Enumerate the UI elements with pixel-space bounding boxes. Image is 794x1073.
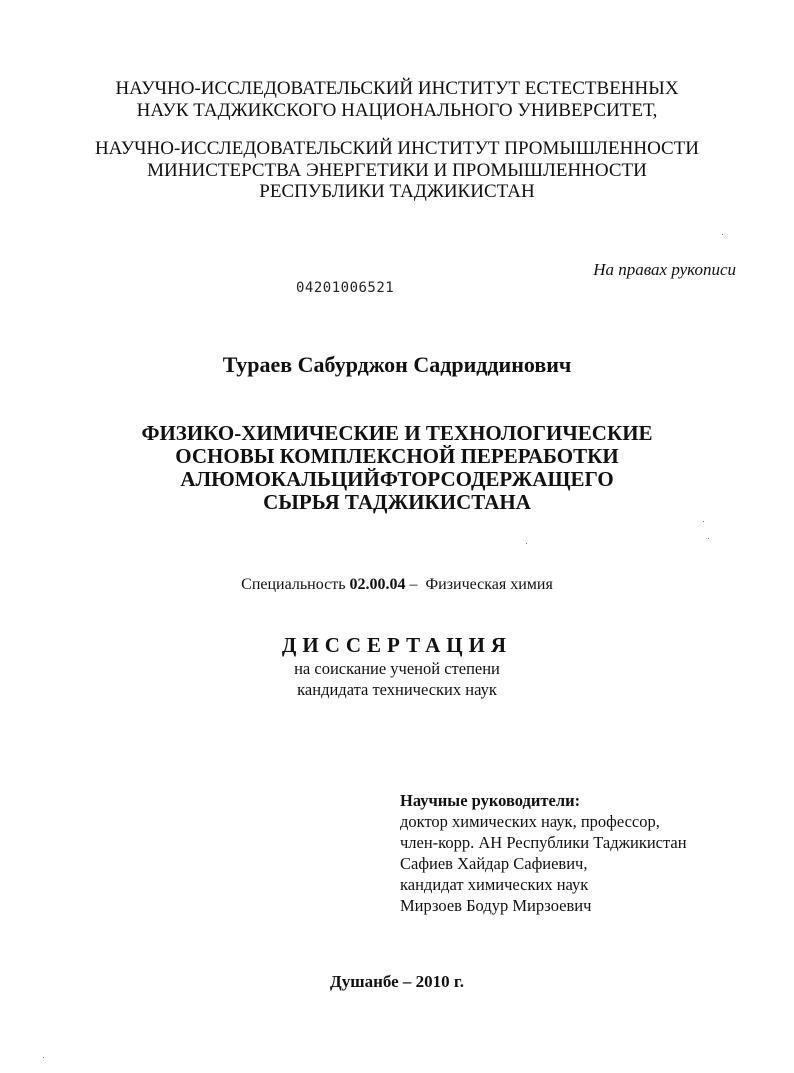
institution-2-line-2: МИНИСТЕРСТВА ЭНЕРГЕТИКИ И ПРОМЫШЛЕННОСТИ (147, 160, 647, 181)
city-year: Душанбе – 2010 г. (330, 972, 464, 991)
title-line-4: СЫРЬЯ ТАДЖИКИСТАНА (263, 490, 531, 514)
supervisor-line-4: кандидат химических наук (400, 875, 589, 894)
institution-2-line-3: РЕСПУБЛИКИ ТАДЖИКИСТАН (259, 181, 535, 202)
degree-line-2: кандидата технических наук (297, 680, 497, 699)
institution-2-line-1: НАУЧНО-ИССЛЕДОВАТЕЛЬСКИЙ ИНСТИТУТ ПРОМЫШЛЕННОСТИ (94, 138, 700, 159)
specialty-separator: – (409, 576, 418, 593)
degree-line-1: на соискание ученой степени (294, 659, 500, 678)
specialty (0, 576, 794, 594)
specialty-label: Специальность (241, 576, 346, 593)
scan-speck (43, 1057, 44, 1058)
author-name: Тураев Сабурджон Садриддинович (222, 352, 572, 377)
scan-speck (722, 234, 723, 235)
specialty-code: 02.00.04 (349, 576, 406, 593)
scan-speck (703, 521, 704, 522)
institution-1-line-1: НАУЧНО-ИССЛЕДОВАТЕЛЬСКИЙ ИНСТИТУТ ЕСТЕСТВЕННЫХ (115, 78, 679, 99)
manuscript-note: На правах рукописи (593, 260, 736, 279)
supervisors-block (400, 790, 687, 916)
title-line-2: ОСНОВЫ КОМПЛЕКСНОЙ ПЕРЕРАБОТКИ (175, 444, 619, 468)
catalog-number: 04201006521 (296, 280, 395, 296)
scan-speck (708, 538, 709, 539)
title-line-3: АЛЮМОКАЛЬЦИЙФТОРСОДЕРЖАЩЕГО (180, 467, 614, 491)
institution-1-line-2: НАУК ТАДЖИКСКОГО НАЦИОНАЛЬНОГО УНИВЕРСИТЕТ, (136, 100, 658, 121)
scan-speck (526, 543, 527, 544)
supervisor-line-2: член-корр. АН Республики Таджикистан (400, 833, 687, 852)
document-type: ДИССЕРТАЦИЯ (281, 633, 513, 657)
supervisor-line-3: Сафиев Хайдар Сафиевич, (400, 854, 588, 873)
supervisor-line-5: Мирзоев Бодур Мирзоевич (400, 896, 592, 915)
title-line-1: ФИЗИКО-ХИМИЧЕСКИЕ И ТЕХНОЛОГИЧЕСКИЕ (141, 421, 653, 445)
specialty-name: Физическая химия (425, 576, 553, 593)
supervisors-heading: Научные руководители: (400, 791, 581, 810)
supervisor-line-1: доктор химических наук, профессор, (400, 812, 660, 831)
